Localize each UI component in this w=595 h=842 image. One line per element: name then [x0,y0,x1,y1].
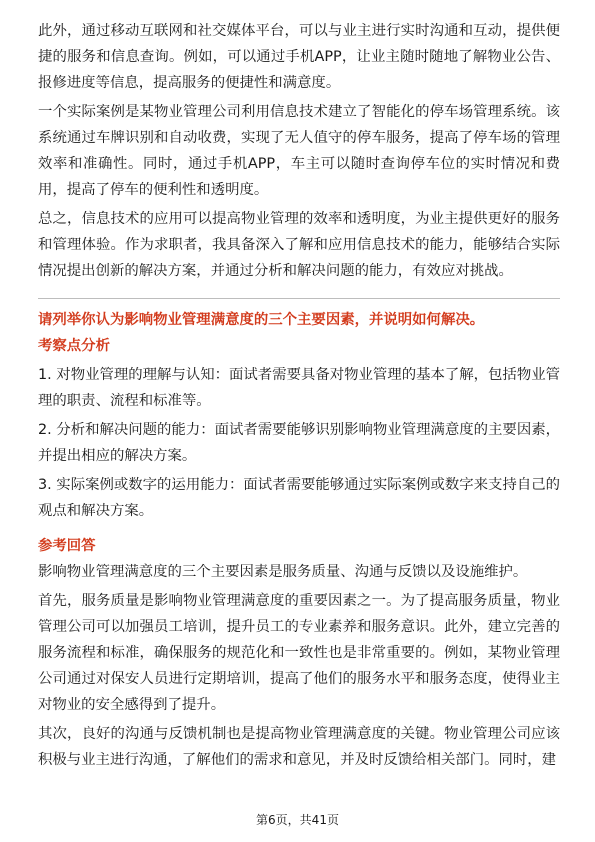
intro-paragraph-2: 一个实际案例是某物业管理公司利用信息技术建立了智能化的停车场管理系统。该系统通过车牌识别和自动收费，实现了无人值守的停车服务，提高了停车场的管理效率和准确性。同时，通过手机APP，车主可以随时查询停车位的实时情况和费用，提高了停车的便利性和透明度。 [38,104,560,198]
answer-heading: 参考回答 [38,538,96,554]
analysis-heading: 考察点分析 [38,338,110,354]
answer-paragraph-3: 其次，良好的沟通与反馈机制也是提高物业管理满意度的关键。物业管理公司应该积极与业主进行沟通，了解他们的需求和意见，并及时反馈给相关部门。同时，建 [38,726,560,768]
page-content [38,18,560,773]
intro-paragraph-1: 此外，通过移动互联网和社交媒体平台，可以与业主进行实时沟通和互动，提供便捷的服务和信息查询。例如，可以通过手机APP，让业主随时随地了解物业公告、报修进度等信息，提高服务的便捷性和满意度。 [38,23,560,91]
analysis-point-3: 3. 实际案例或数字的运用能力：面试者需要能够通过实际案例或数字来支持自己的观点和解决方案。 [38,477,560,519]
page-footer: 第6页，共41页 [256,813,339,827]
analysis-point-2: 2. 分析和解决问题的能力：面试者需要能够识别影响物业管理满意度的主要因素，并提出相应的解决方案。 [38,422,560,464]
analysis-point-1: 1. 对物业管理的理解与认知：面试者需要具备对物业管理的基本了解，包括物业管理的职责、流程和标准等。 [38,367,560,409]
question-heading: 请列举你认为影响物业管理满意度的三个主要因素，并说明如何解决。 [38,312,485,328]
answer-paragraph-2: 首先，服务质量是影响物业管理满意度的重要因素之一。为了提高服务质量，物业管理公司可以加强员工培训，提升员工的专业素养和服务意识。此外，建立完善的服务流程和标准，确保服务的规范化和一致性也是非常重要的。例如，某物业管理公司通过对保安人员进行定期培训，提高了他们的服务水平和服务态度，使得业主对物业的安全感得到了提升。 [38,593,560,713]
intro-paragraph-3: 总之，信息技术的应用可以提高物业管理的效率和透明度，为业主提供更好的服务和管理体验。作为求职者，我具备深入了解和应用信息技术的能力，能够结合实际情况提出创新的解决方案，并通过分析和解决问题的能力，有效应对挑战。 [38,211,560,279]
section-divider [38,298,560,299]
answer-paragraph-1: 影响物业管理满意度的三个主要因素是服务质量、沟通与反馈以及设施维护。 [38,564,528,580]
